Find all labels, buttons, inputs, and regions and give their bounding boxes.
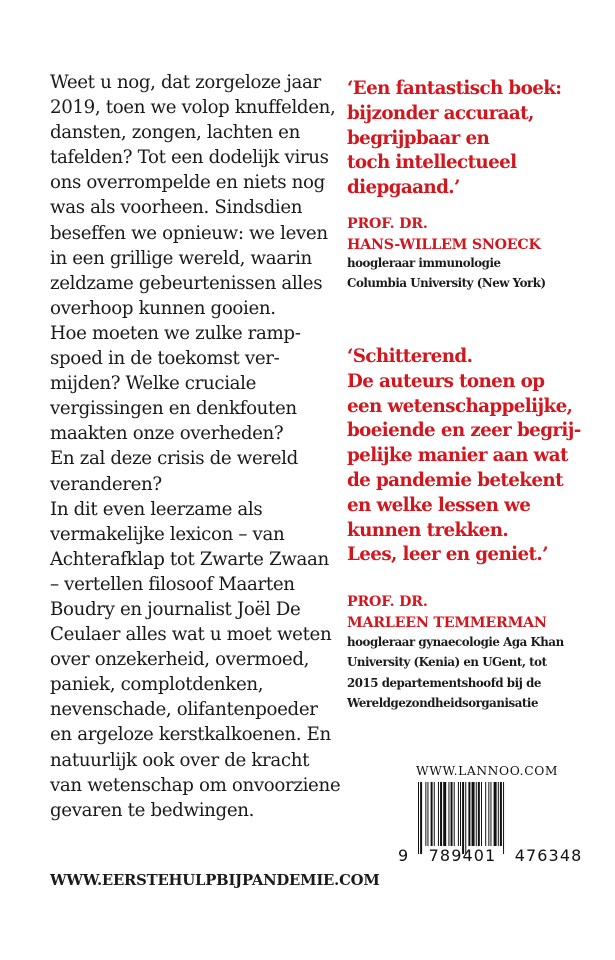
blurb-line: In dit even leerzame als xyxy=(50,498,263,520)
review-quote-snoeck xyxy=(347,77,607,201)
barcode-bar xyxy=(454,782,455,846)
reviewer-name-line: MARLEEN TEMMERMAN xyxy=(347,614,547,631)
barcode-bar xyxy=(438,782,439,846)
barcode-bar xyxy=(472,782,475,846)
isbn-right-group: 476348 xyxy=(514,846,583,865)
blurb-line: maakten onze overheden? xyxy=(50,423,284,445)
blurb-line: beseffen we opnieuw: we leven xyxy=(50,222,328,244)
blurb-line: En zal deze crisis de wereld xyxy=(50,448,298,470)
quote-line: ‘Schitterend. xyxy=(347,346,473,367)
reviewer-role-line: 2015 departementshoofd bij de xyxy=(347,675,541,690)
blurb-line: natuurlijk ook over de kracht xyxy=(50,749,310,771)
reviewer-affiliation-snoeck xyxy=(347,253,546,294)
quote-line: en welke lessen we xyxy=(347,494,531,516)
blurb-line: dansten, zongen, lachten en xyxy=(50,122,300,144)
isbn-barcode xyxy=(398,760,583,870)
barcode-bar xyxy=(498,782,499,846)
blurb-line: over onzekerheid, overmoed, xyxy=(50,649,310,671)
barcode-bar xyxy=(418,782,419,854)
barcode-bar xyxy=(458,782,459,846)
blurb-line: ons overrompelde en niets nog xyxy=(50,172,325,194)
barcode-bar xyxy=(476,782,477,846)
barcode-bar xyxy=(478,782,480,846)
blurb-line: mijden? Welke cruciale xyxy=(50,373,257,395)
blurb-line: tafelden? Tot een dodelijk virus xyxy=(50,147,329,169)
blurb-line: nevenschade, olifantenpoeder xyxy=(50,699,318,721)
reviewer-name-line: PROF. DR. xyxy=(347,216,428,232)
reviewer-role-line: Columbia University (New York) xyxy=(347,276,546,291)
blurb-line: 2019, toen we volop knuffelden, xyxy=(50,97,336,119)
blurb-line: paniek, complotdenken, xyxy=(50,674,264,696)
quote-line: de pandemie betekent xyxy=(347,469,563,491)
barcode-bar xyxy=(500,782,502,846)
barcode-bar xyxy=(440,782,442,846)
quote-line: pelijke manier aan wat xyxy=(347,445,568,467)
isbn-left-group: 789401 xyxy=(428,846,497,865)
blurb-line: vergissingen en denkfouten xyxy=(50,398,297,420)
barcode-bar xyxy=(490,782,491,846)
reviewer-role-line: University (Kenia) en UGent, tot xyxy=(347,655,547,670)
blurb-line: Boudry en journalist Joël De xyxy=(50,598,301,620)
blurb-line: in een grillige wereld, waarin xyxy=(50,247,312,269)
reviewer-name-line: PROF. DR. xyxy=(347,594,428,610)
blurb-line: was als voorheen. Sindsdien xyxy=(50,197,303,219)
blurb-line: – vertellen filosoof Maarten xyxy=(50,573,295,595)
isbn-first-digit: 9 xyxy=(398,846,410,865)
quote-line: toch intellectueel xyxy=(347,152,517,174)
barcode-bar xyxy=(460,782,461,846)
barcode-bar xyxy=(465,782,466,854)
blurb-line: zeldzame gebeurtenissen alles xyxy=(50,272,323,294)
barcode-bar xyxy=(494,782,497,846)
blurb-line: van wetenschap om onvoorziene xyxy=(50,774,341,796)
barcode-bar xyxy=(481,782,482,846)
back-cover-blurb xyxy=(50,70,350,823)
barcode-bar xyxy=(485,782,486,846)
barcode-bar xyxy=(420,782,422,854)
barcode-bar xyxy=(503,782,504,854)
barcode-bar xyxy=(431,782,433,846)
review-quote-temmerman xyxy=(347,345,607,568)
quote-line: bijzonder accuraat, xyxy=(347,102,534,124)
blurb-line: gevaren te bedwingen. xyxy=(50,799,255,821)
barcode-bar xyxy=(468,782,470,846)
quote-line: kunnen trekken. xyxy=(347,519,509,541)
blurb-line: vermakelijke lexicon – van xyxy=(50,523,285,545)
barcode-bar xyxy=(488,782,489,846)
quote-line: begrijpbaar en xyxy=(347,127,490,149)
quote-line: een wetenschappelijke, xyxy=(347,395,573,417)
blurb-line: overhoop kunnen gooien. xyxy=(50,297,276,319)
reviewer-name-snoeck xyxy=(347,214,541,255)
barcode-bar xyxy=(425,782,426,846)
blurb-line: Ceulaer alles wat u moet weten xyxy=(50,624,332,646)
blurb-line: Hoe moeten we zulke ramp- xyxy=(50,322,301,344)
reviewer-affiliation-temmerman xyxy=(347,632,564,713)
blurb-line: en argeloze kerstkalkoenen. En xyxy=(50,724,331,746)
barcode-bar xyxy=(434,782,435,846)
book-website: WWW.EERSTEHULPBIJPANDEMIE.COM xyxy=(50,872,380,889)
reviewer-role-line: hoogleraar immunologie xyxy=(347,256,501,270)
reviewer-role-line: Wereldgezondheidsorganisatie xyxy=(347,695,538,710)
publisher-website: WWW.LANNOO.COM xyxy=(416,764,559,778)
barcode-bar xyxy=(462,782,464,854)
reviewer-name-line: HANS-WILLEM SNOECK xyxy=(347,236,541,253)
isbn-number xyxy=(398,846,582,865)
blurb-line: Weet u nog, dat zorgeloze jaar xyxy=(50,72,321,93)
barcode-bar xyxy=(427,782,428,846)
quote-line: De auteurs tonen op xyxy=(347,370,545,392)
blurb-line: Achterafklap tot Zwarte Zwaan xyxy=(50,548,329,570)
reviewer-role-line: hoogleraar gynaecologie Aga Khan xyxy=(347,635,564,649)
quote-line: boeiende en zeer begrij- xyxy=(347,420,581,442)
barcode-bar xyxy=(443,782,446,846)
blurb-line: veranderen? xyxy=(50,473,162,495)
blurb-line: spoed in de toekomst ver- xyxy=(50,348,280,370)
quote-line: Lees, leer en geniet.’ xyxy=(347,544,548,566)
reviewer-name-temmerman xyxy=(347,592,547,633)
quote-line: ‘Een fantastisch boek: xyxy=(347,78,562,99)
barcode-bar xyxy=(448,782,449,846)
quote-line: diepgaand.’ xyxy=(347,177,460,199)
barcode-bar xyxy=(451,782,453,846)
